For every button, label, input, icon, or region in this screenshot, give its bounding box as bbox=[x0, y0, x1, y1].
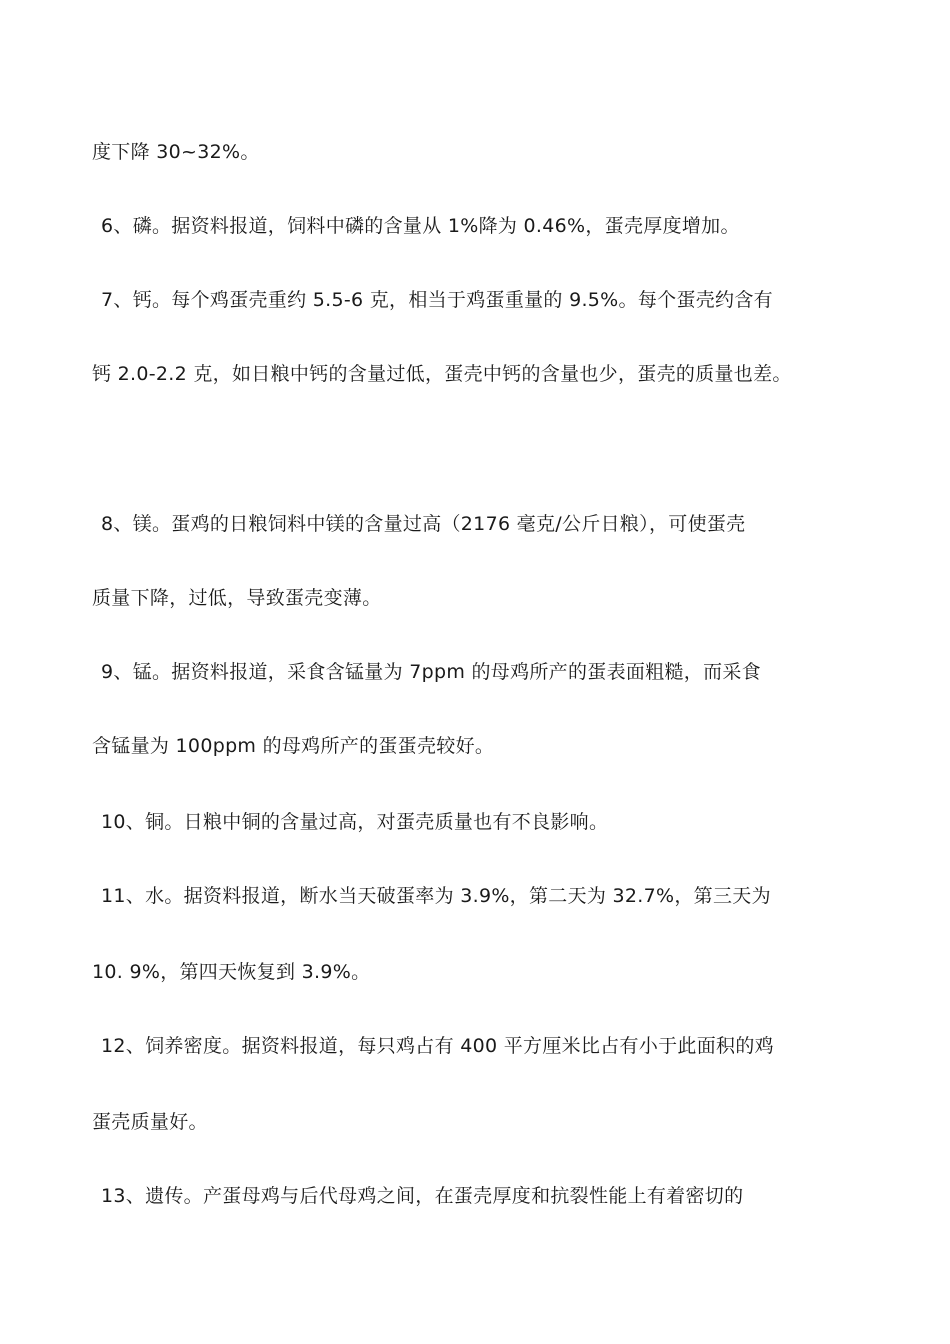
text-line: 含锰量为 100ppm 的母鸡所产的蛋蛋壳较好。 bbox=[92, 735, 495, 757]
text-line: 钙 2.0-2.2 克，如日粮中钙的含量过低，蛋壳中钙的含量也少，蛋壳的质量也差。 bbox=[92, 363, 792, 385]
paragraph-stocking-density: 12、饲养密度。据资料报道，每只鸡占有 400 平方厘米比占有小于此面积的鸡 bbox=[101, 1035, 774, 1057]
paragraph-copper: 10、铜。日粮中铜的含量过高，对蛋壳质量也有不良影响。 bbox=[101, 811, 609, 833]
paragraph-manganese: 9、锰。据资料报道，采食含锰量为 7ppm 的母鸡所产的蛋表面粗糙，而采食 bbox=[101, 661, 761, 683]
paragraph-phosphorus: 6、磷。据资料报道，饲料中磷的含量从 1%降为 0.46%，蛋壳厚度增加。 bbox=[101, 215, 740, 237]
text-line: 度下降 30~32%。 bbox=[92, 141, 260, 163]
text-line: 质量下降，过低，导致蛋壳变薄。 bbox=[92, 587, 382, 609]
paragraph-water: 11、水。据资料报道，断水当天破蛋率为 3.9%，第二天为 32.7%，第三天为 bbox=[101, 885, 771, 907]
text-line: 10. 9%，第四天恢复到 3.9%。 bbox=[92, 961, 371, 983]
paragraph-calcium: 7、钙。每个鸡蛋壳重约 5.5-6 克，相当于鸡蛋重量的 9.5%。每个蛋壳约含有 bbox=[101, 289, 773, 311]
paragraph-magnesium: 8、镁。蛋鸡的日粮饲料中镁的含量过高（2176 毫克/公斤日粮），可使蛋壳 bbox=[101, 513, 746, 535]
text-line: 蛋壳质量好。 bbox=[92, 1111, 208, 1133]
paragraph-genetics: 13、遗传。产蛋母鸡与后代母鸡之间，在蛋壳厚度和抗裂性能上有着密切的 bbox=[101, 1185, 744, 1207]
